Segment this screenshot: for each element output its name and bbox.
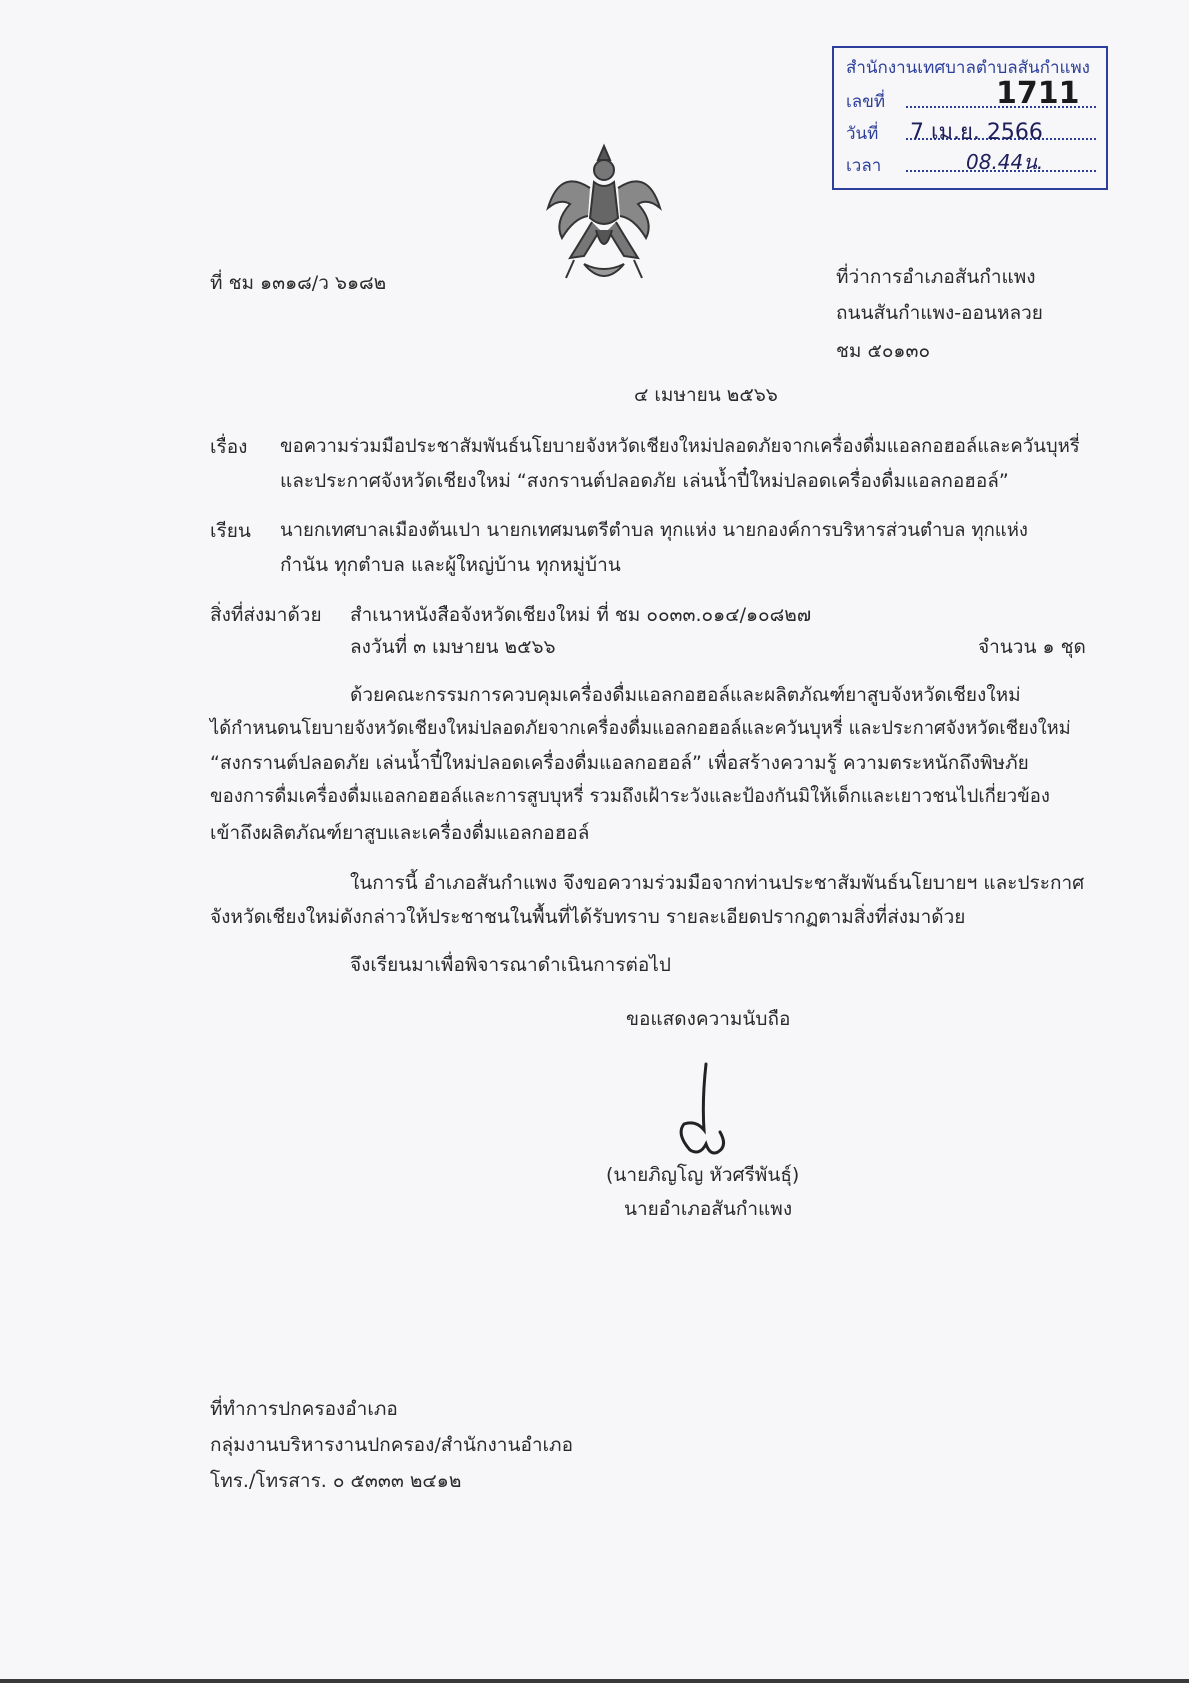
- enclosure-line1: สำเนาหนังสือจังหวัดเชียงใหม่ ที่ ชม ๐๐๓๓.๐๑๔/๑๐๘๒๗: [350, 604, 812, 626]
- enclosure-line2: ลงวันที่ ๓ เมษายน ๒๕๖๖: [350, 636, 556, 658]
- closing-phrase: ขอแสดงความนับถือ: [626, 1008, 791, 1030]
- body-p2-line: ในการนี้ อำเภอสันกำแพง จึงขอความร่วมมือจากท่านประชาสัมพันธ์นโยบายฯ และประกาศ: [350, 872, 1085, 894]
- stamp-time-value: 08.44น.: [966, 150, 1044, 174]
- footer-line3: โทร./โทรสาร. ๐ ๕๓๓๓ ๒๔๑๒: [210, 1470, 462, 1492]
- stamp-date-value: 7 เม.ย. 2566: [910, 120, 1043, 145]
- stamp-number-label: เลขที่: [846, 92, 886, 112]
- enclosure-label: สิ่งที่ส่งมาด้วย: [210, 604, 322, 626]
- document-reference: ที่ ชม ๑๓๑๘/ว ๖๑๘๒: [210, 272, 387, 294]
- signer-position: นายอำเภอสันกำแพง: [624, 1198, 793, 1220]
- office-address-line3: ชม ๕๐๑๓๐: [836, 340, 931, 362]
- body-p1-line: “สงกรานต์ปลอดภัย เล่นน้ำปี๋ใหม่ปลอดเครื่องดื่มแอลกอฮอล์” เพื่อสร้างความรู้ ความตระหนักถึงพิษภัย: [210, 752, 1029, 774]
- office-address-line1: ที่ว่าการอำเภอสันกำแพง: [836, 266, 1036, 288]
- recipient-label: เรียน: [210, 520, 251, 542]
- body-p2-line: จังหวัดเชียงใหม่ดังกล่าวให้ประชาชนในพื้นที่ได้รับทราบ รายละเอียดปรากฏตามสิ่งที่ส่งมาด้วย: [210, 906, 966, 928]
- body-p1-line: ได้กำหนดนโยบายจังหวัดเชียงใหม่ปลอดภัยจากเครื่องดื่มแอลกอฮอล์และควันบุหรี่ และประกาศจังหวัดเชียงใหม่: [210, 718, 1071, 739]
- signature-icon: [666, 1060, 736, 1160]
- stamp-date-label: วันที่: [846, 124, 879, 144]
- document-date: ๔ เมษายน ๒๕๖๖: [634, 384, 778, 406]
- stamp-time-label: เวลา: [846, 156, 882, 176]
- footer-line2: กลุ่มงานบริหารงานปกครอง/สำนักงานอำเภอ: [210, 1434, 573, 1456]
- subject-label: เรื่อง: [210, 436, 248, 458]
- subject-line1: ขอความร่วมมือประชาสัมพันธ์นโยบายจังหวัดเชียงใหม่ปลอดภัยจากเครื่องดื่มแอลกอฮอล์และควันบุหรี่: [280, 436, 1080, 457]
- recipient-line1: นายกเทศบาลเมืองต้นเปา นายกเทศมนตรีตำบล ทุกแห่ง นายกองค์การบริหารส่วนตำบล ทุกแห่ง: [280, 520, 1028, 541]
- signer-name: (นายภิญโญ หัวศรีพันธุ์): [606, 1164, 800, 1186]
- scan-edge: [0, 1679, 1189, 1683]
- garuda-emblem-icon: [540, 138, 668, 288]
- body-p3: จึงเรียนมาเพื่อพิจารณาดำเนินการต่อไป: [350, 954, 671, 976]
- office-address-line2: ถนนสันกำแพง-ออนหลวย: [836, 302, 1043, 324]
- stamp-title: สำนักงานเทศบาลตำบลสันกำแพง: [846, 58, 1090, 78]
- body-p1-line: ของการดื่มเครื่องดื่มแอลกอฮอล์และการสูบบุหรี่ รวมถึงเฝ้าระวังและป้องกันมิให้เด็กและเยาวชนไปเกี่ยวข้อง: [210, 786, 1050, 807]
- body-p1-line: ด้วยคณะกรรมการควบคุมเครื่องดื่มแอลกอฮอล์และผลิตภัณฑ์ยาสูบจังหวัดเชียงใหม่: [350, 684, 1021, 706]
- footer-line1: ที่ทำการปกครองอำเภอ: [210, 1398, 398, 1420]
- stamp-number-value: 1711: [996, 76, 1080, 111]
- receipt-stamp: [832, 46, 1108, 190]
- subject-line2: และประกาศจังหวัดเชียงใหม่ “สงกรานต์ปลอดภัย เล่นน้ำปี๋ใหม่ปลอดเครื่องดื่มแอลกอฮอล์”: [280, 470, 1009, 492]
- body-p1-line: เข้าถึงผลิตภัณฑ์ยาสูบและเครื่องดื่มแอลกอฮอล์: [210, 822, 590, 844]
- recipient-line2: กำนัน ทุกตำบล และผู้ใหญ่บ้าน ทุกหมู่บ้าน: [280, 554, 621, 576]
- enclosure-quantity: จำนวน ๑ ชุด: [978, 636, 1086, 658]
- stamp-time-row: [846, 152, 1096, 184]
